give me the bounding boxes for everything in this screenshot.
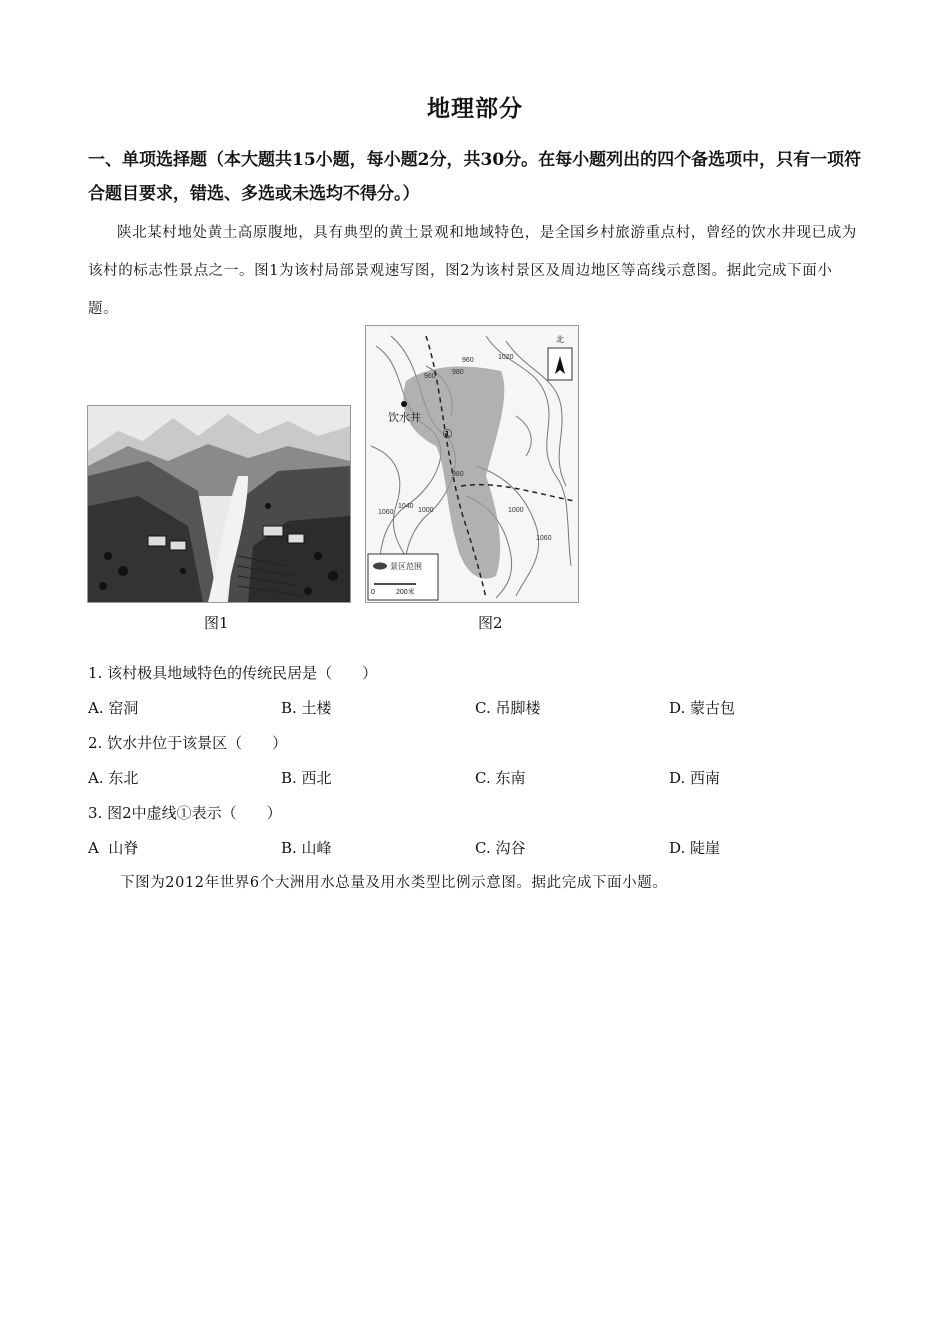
well-label: 饮水井: [388, 412, 421, 424]
contour-label: 980: [452, 369, 464, 376]
question-3-option-c[interactable]: C. 沟谷: [475, 839, 526, 857]
question-1-option-c[interactable]: C. 吊脚楼: [475, 699, 541, 717]
figure-2-caption: 图2: [478, 614, 503, 632]
question-3-option-d[interactable]: D. 陡崖: [669, 839, 721, 857]
question-3-stem: 3. 图2中虚线①表示（ ）: [88, 804, 282, 822]
question-1-stem: 1. 该村极具地域特色的传统民居是（ ）: [88, 664, 378, 682]
legend-label: 景区范围: [390, 562, 422, 571]
north-label: 北: [556, 335, 564, 344]
contour-label: 1060: [536, 535, 552, 542]
question-3-option-a[interactable]: A 山脊: [88, 839, 139, 857]
scale-zero: 0: [371, 589, 375, 596]
contour-map-image: [366, 326, 578, 602]
question-2-option-d[interactable]: D. 西南: [669, 769, 721, 787]
section-heading: 一、单项选择题（本大题共15小题，每小题2分，共30分。在每小题列出的四个备选项中，只有一项符合题目要求，错选、多选或未选均不得分。）: [88, 150, 862, 204]
contour-label: 1020: [498, 354, 514, 361]
legend-swatch: [373, 563, 387, 570]
figure-1-caption: 图1: [204, 614, 229, 632]
contour-label: 1000: [418, 507, 434, 514]
question-1-option-b[interactable]: B. 土楼: [281, 699, 332, 717]
question-2-option-a[interactable]: A. 东北: [88, 769, 139, 787]
dashed-line-marker: ①: [442, 427, 453, 441]
contour-label: 1000: [508, 507, 524, 514]
question-1-option-d[interactable]: D. 蒙古包: [669, 699, 736, 717]
contour-label: 1040: [398, 503, 414, 510]
question-2-option-c[interactable]: C. 东南: [475, 769, 526, 787]
contour-label: 960: [424, 373, 436, 380]
landscape-sketch-image: [88, 406, 350, 602]
contour-label: 960: [462, 357, 474, 364]
contour-label: 980: [452, 471, 464, 478]
contour-label: 1060: [378, 509, 394, 516]
question-2-stem: 2. 饮水井位于该景区（ ）: [88, 734, 288, 752]
scale-label: 200米: [396, 589, 415, 596]
next-question-intro: 下图为2012年世界6个大洲用水总量及用水类型比例示意图。据此完成下面小题。: [120, 875, 668, 891]
question-1-option-a[interactable]: A. 窑洞: [88, 699, 139, 717]
well-point: [401, 401, 407, 407]
intro-paragraph: 陕北某村地处黄土高原腹地，具有典型的黄土景观和地域特色，是全国乡村旅游重点村，曾经的饮水井现已成为该村的标志性景点之一。图1为该村局部景观速写图，图2为该村景区及周边地区等高线示意图。据此完成下面小题。: [88, 225, 857, 317]
figure-2-contour-map: [365, 325, 579, 603]
question-2-option-b[interactable]: B. 西北: [281, 769, 332, 787]
question-3-option-b[interactable]: B. 山峰: [281, 839, 332, 857]
page-title: 地理部分: [427, 95, 523, 122]
figure-1-sketch: [87, 405, 351, 603]
